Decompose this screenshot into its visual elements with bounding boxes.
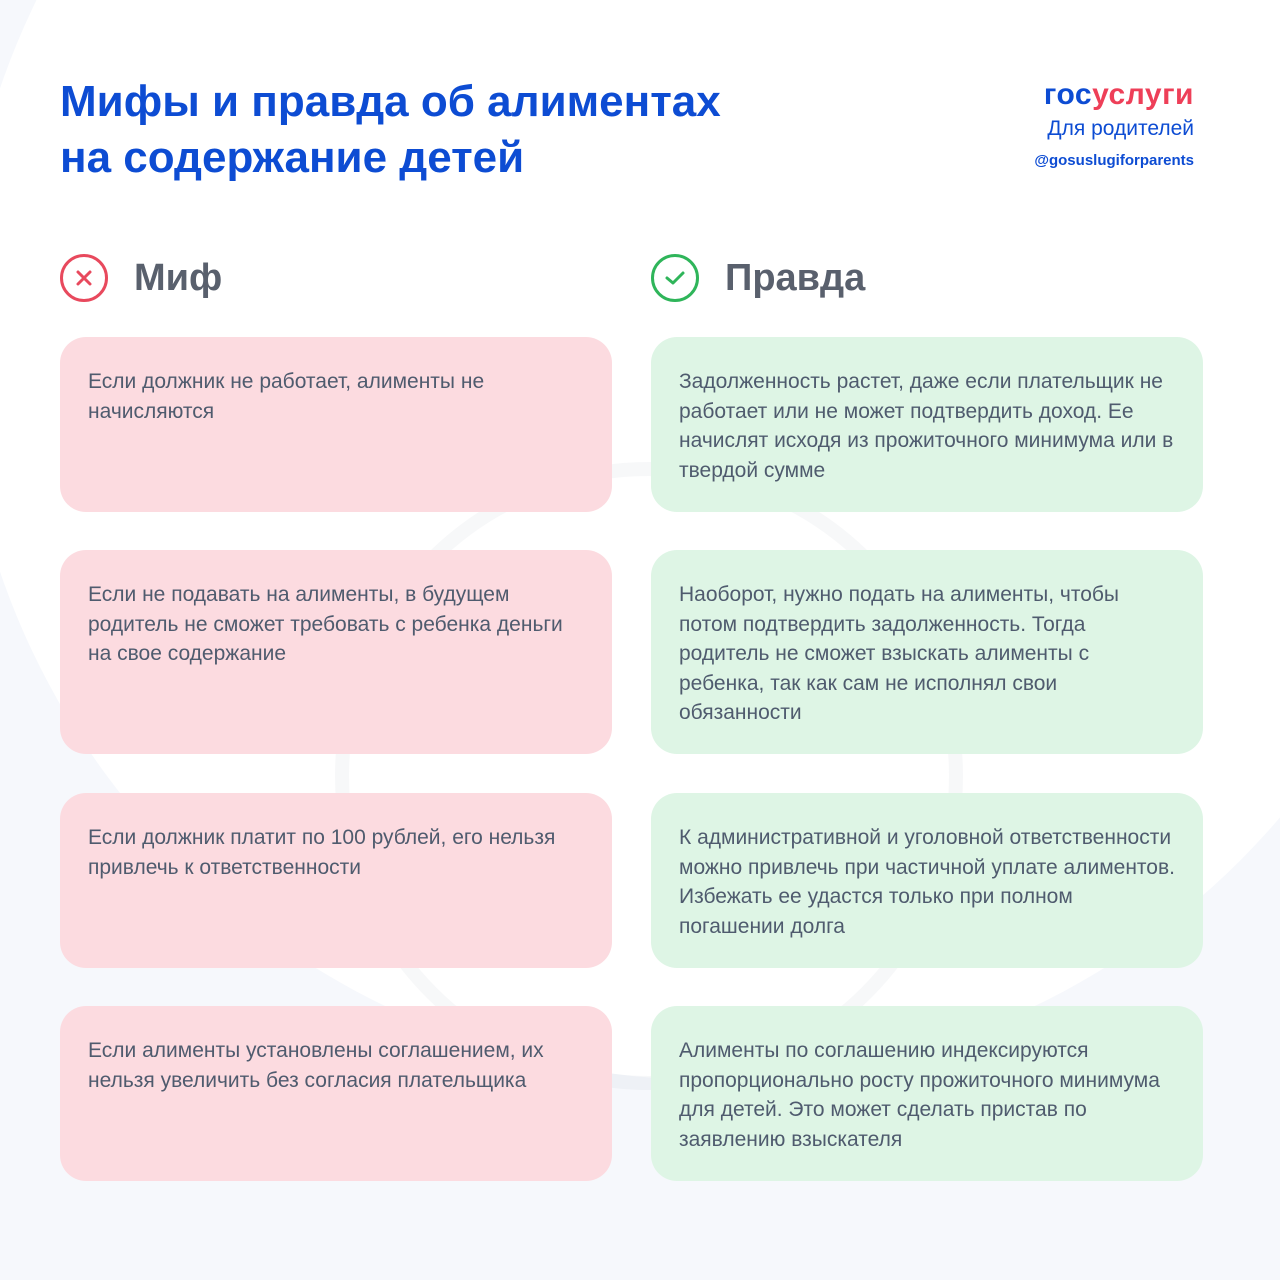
- truth-column-header: [651, 250, 865, 306]
- myth-column-title: Миф: [134, 256, 223, 299]
- page-title: [60, 74, 820, 186]
- truth-card: Алименты по соглашению индексируются пропорционально росту прожиточного минимума для детей. Это может сделать пристав по заявлению взыскателя: [651, 1006, 1203, 1181]
- myth-column-header: [60, 250, 222, 306]
- myth-card: Если должник платит по 100 рублей, его нельзя привлечь к ответственности: [60, 793, 612, 968]
- title-line-2: на содержание детей: [60, 133, 525, 182]
- myth-card: Если не подавать на алименты, в будущем родитель не сможет требовать с ребенка деньги на свое содержание: [60, 550, 612, 754]
- logo-subtitle: Для родителей: [1047, 117, 1194, 140]
- truth-card: К административной и уголовной ответственности можно привлечь при частичной уплате алиментов. Избежать ее удастся только при полном погашении долга: [651, 793, 1203, 968]
- truth-card: Задолженность растет, даже если плательщик не работает или не может подтвердить доход. Ее начислят исходя из прожиточного минимума или в твердой сумме: [651, 337, 1203, 512]
- close-icon: [60, 254, 108, 302]
- gosuslugi-logo: [1034, 78, 1194, 169]
- truth-card: Наоборот, нужно подать на алименты, чтобы потом подтвердить задолженность. Тогда родитель не сможет взыскать алименты с ребенка, так как сам не исполнял свои обязанности: [651, 550, 1203, 754]
- check-icon: [651, 254, 699, 302]
- myth-card: Если алименты установлены соглашением, их нельзя увеличить без согласия плательщика: [60, 1006, 612, 1181]
- truth-column-title: Правда: [725, 256, 866, 299]
- logo-word-part-1: гос: [1043, 78, 1093, 111]
- social-handle: @gosuslugiforparents: [1034, 152, 1194, 169]
- myth-card: Если должник не работает, алименты не начисляются: [60, 337, 612, 512]
- logo-word-part-2: услуги: [1092, 78, 1194, 111]
- logo-wordmark: [1034, 78, 1194, 112]
- title-line-1: Мифы и правда об алиментах: [60, 77, 721, 126]
